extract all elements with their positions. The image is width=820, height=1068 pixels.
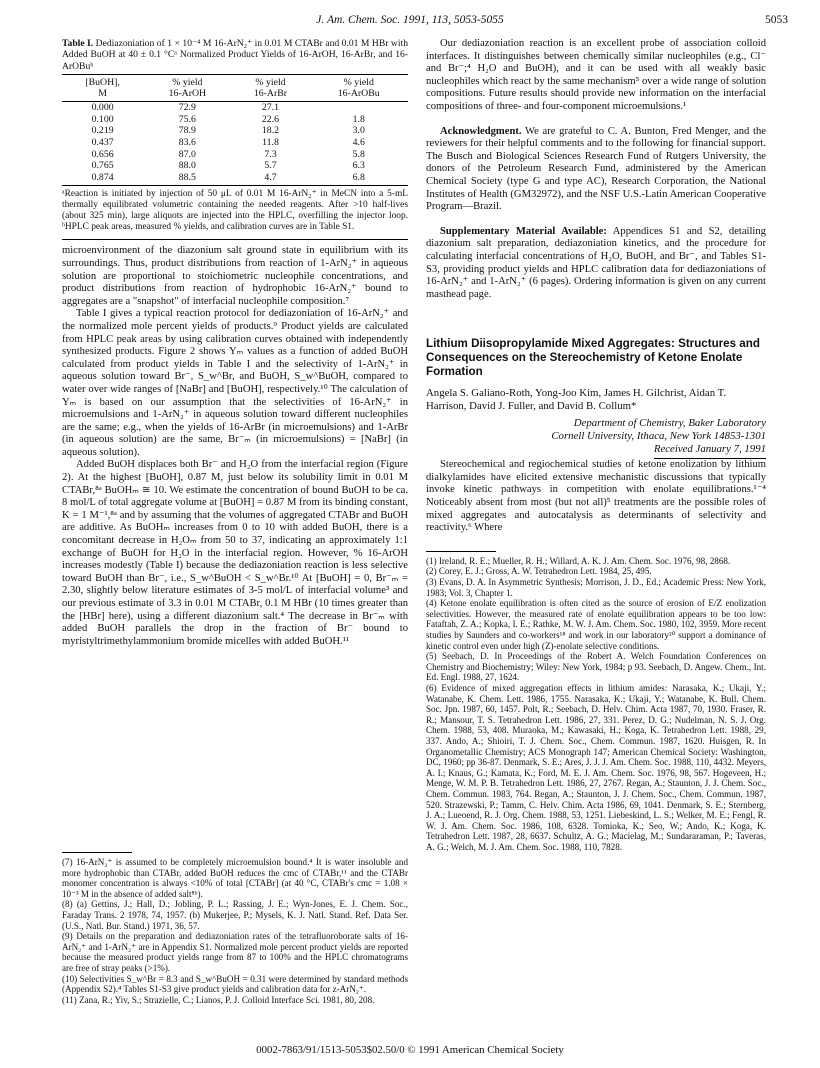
footnote: (9) Details on the preparation and dediazoniation rates of the tetrafluoroborate salts of 16-ArN₂⁺ and 1-ArN₂⁺ are in Appendix S1. Normalized mole percent product yields are reported because the measured product yields range from 87 to 100% and the HPLC chromatograms are free of stray peaks (>1%). xyxy=(62,931,408,973)
table-cell: 0.656 xyxy=(91,148,114,160)
table-header-cell: % yield xyxy=(143,75,231,89)
table-label: Table I. xyxy=(62,38,94,49)
table-separator-rule xyxy=(62,239,408,240)
footnote-rule xyxy=(426,551,496,552)
body-paragraph: Added BuOH displaces both Br⁻ and H₂O from the interfacial region (Figure 2). At the highest [BuOH], 0.87 M, just below its solubility limit in 0.01 M CTABr,⁸ᵃ BuOHₘ ≅ 10. We estimate the concentration of bound BuOH to be ca. 8 mol/L of total aggregate volume at [BuOH] = 0.87 M from its binding constant, K = 1 M⁻¹,⁸ᵃ and by assuming that the volumes of aggregated CTABr and BuOH are additive. As BuOHₘ increases from 0 to 10 with added BuOH, there is a concomitant decrease in H₂Oₘ from 50 to 37, indicating an approximately 1:1 exchange of BuOH for H₂O in the interfacial region. However, % 16-ArOH increases modestly (Table I) because the dediazoniation reaction is less selective toward BuOH than Br⁻, i.e., S_w^BuOH < S_w^Br.¹⁰ At [BuOH] = 0, Br⁻ₘ = 2.30, slightly below literature estimates of 3-5 mol/L of interfacial volume³ and our previous estimate of 3.3 in 0.01 M CTABr, 0.1 M HBr (10 times greater than the [HBr] here), using a different diazonium salt.⁴ The decrease in Br⁻ₘ with added BuOH parallels the drop in the fraction of Br⁻ bound to myristyltrimethylammonium bromide micelles with added BuOH.¹¹ xyxy=(62,459,408,647)
table-row xyxy=(62,149,408,161)
supplementary-heading: Supplementary Material Available: xyxy=(440,225,607,237)
table-cell: 0.874 xyxy=(62,172,143,186)
table-header-cell: [BuOH], xyxy=(62,75,143,89)
table-header-cell: 16-ArOBu xyxy=(309,88,408,102)
table-cell: 6.3 xyxy=(352,160,365,172)
table-cell: 87.0 xyxy=(178,148,196,160)
table-cell: 5.8 xyxy=(352,148,365,160)
table-cell: 4.6 xyxy=(352,137,365,148)
table-cell: 7.3 xyxy=(264,148,277,160)
table-cell: 0.437 xyxy=(91,137,114,148)
journal-citation xyxy=(0,14,820,26)
body-paragraph: microenvironment of the diazonium salt ground state in equilibrium with its surroundings. Thus, product distributions from reaction of 1-ArN₂⁺ in aqueous solution are proportional to stoichiometric nucleophile concentrations, and product distributions from reaction of hydrophobic 16-ArN₂⁺ bound to aggregates are a "snapshot" of interfacial nucleophile composition.⁷ xyxy=(62,245,408,307)
footnote: (4) Ketone enolate equilibration is often cited as the source of erosion of E/Z enolization selectivities. However, the measured rate of enolate equilibration appears to be too low: Fataftah, Z. A.; Kopka, I. E.; Rathke, M. W. J. Am. Chem. Soc. 1980, 102, 3959. More recent studies by Saunders and co-workers¹⁸ and work in our laboratory²⁰ support a dominance of kinetic control even under high (Z)-enolate selective conditions. xyxy=(426,598,766,651)
right-column xyxy=(426,38,766,852)
table-cell: 0.100 xyxy=(91,113,114,125)
table-row xyxy=(62,102,408,114)
article-authors: Angela S. Galiano-Roth, Yong-Joo Kim, James H. Gilchrist, Aidan T. Harrison, David J. Fuller, and David B. Collum* xyxy=(426,387,727,413)
footnote: (10) Selectivities S_w^Br = 8.3 and S_w^BuOH = 0.31 were determined by standard methods (Appendix S2).⁴ Tables S1-S3 give product yields and calibration data for z-ArN₂⁺. xyxy=(62,973,408,995)
acknowledgment xyxy=(426,126,766,214)
table-cell: 88.0 xyxy=(178,160,196,172)
supplementary-material xyxy=(426,226,766,302)
table-cell: 3.0 xyxy=(352,125,365,137)
left-footnotes xyxy=(62,852,408,1005)
table-cell: 83.6 xyxy=(178,137,196,148)
footnote: (7) 16-ArN₂⁺ is assumed to be completely microemulsion bound.⁴ It is water insoluble and more hydrophobic than CTABr, added BuOH reduces the cmc of CTABr,¹¹ and the CTABr monomer concentration is always <10% of total [CTABr] (at 40 °C, CTABr's cmc = 1.08 × 10⁻³ M in the absence of added salt⁸ᵇ). xyxy=(62,857,408,899)
body-paragraph: Table I gives a typical reaction protocol for dediazoniation of 16-ArN₂⁺ and the normalized mole percent yields of products.⁹ Product yields are calculated from HPLC peak areas by using calibration curves obtained with independently synthesized products. Figure 2 shows Yₘ values as a function of added BuOH calculated from product yields in Table I and the selectivity of 1-ArN₂⁺ in aqueous solution toward Br⁻, S_w^Br, and BuOH, S_w^BuOH, compared to water over wide ranges of [NaBr] and [BuOH], respectively.¹⁰ The calculation of Yₘ is based on our assumption that the selectivities of 16-ArN₂⁺ in microemulsions and 1-ArN₂⁺ in aqueous solution toward different nucleophiles are the same; e.g., when the yields of 16-ArBr (in microemulsions) and 1-ArBr (in aqueous solution) are the same, Br⁻ₘ (in microemulsions) = [NaBr] (in aqueous solution). xyxy=(62,308,408,458)
table-cell: 18.2 xyxy=(261,125,280,137)
table-row xyxy=(62,125,408,137)
table-cell: 27.1 xyxy=(261,102,280,114)
footnote: (6) Evidence of mixed aggregation effects in lithium amides: Narasaka, K.; Ukaji, Y.; Watanabe, K. Chem. Lett. 1986, 1755. Narasaka, K.; Ukaji, Y.; Watanabe, K. Bull. Chem. Soc. Jpn. 1987, 60, 1457. Polt, R.; Seebach, D. Helv. Chim. Acta 1987, 70, 1930. Fraser, R. R.; Mansour, T. S. Tetrahedron Lett. 1986, 27, 331. Perez, D. G.; Nudelman, N. S. J. Org. Chem. 1988, 53, 408. Muraoka, M.; Kawasaki, H.; Koga, K. Tetrahedron Lett. 1988, 29, 337. Ando, A.; Shioiri, T. J. Chem. Soc., Chem. Commun. 1987, 1620. Huisgen, R. In Organometallic Chemistry; ACS Monograph 147; American Chemical Society: Washington, DC, 1960; pp 36-87. Denmark, S. E.; Ares, J. J. J. Am. Chem. Soc. 1988, 110, 4432. Meyers, A. I.; Knaus, G.; Kamata, K.; Ford, M. E. J. Am. Chem. Soc. 1976, 98, 567. Hogeveen, H.; Menge, W. M. P. B. Tetrahedron Lett. 1986, 27, 2767. Regan, A.; Staunton, J. J. Chem. Soc., Chem. Commun. 1983, 764. Regan, A.; Staunton, J. J. Chem. Soc., Chem. Commun. 1987, 520. Strazewski, P.; Tamm, C. Helv. Chim. Acta 1986, 69, 1041. Denmark, S. E.; Sternberg, J. A.; Lueoend, R. J. Org. Chem. 1988, 53, 1251. Liebeskind, L. S.; Welker, M. E.; Fengl, R. W. J. Am. Chem. Soc. 1986, 108, 6328. Tomioka, K.; Seo, W.; Ando, K.; Koga, K. Tetrahedron Lett. 1987, 28, 6637. Schultz, A. G.; Macielag, M.; Sundararaman, P.; Taveras, A. G.; Welch, M. J. Am. Chem. Soc. 1988, 110, 7828. xyxy=(426,682,766,852)
footnote: (2) Corey, E. J.; Gross, A. W. Tetrahedron Lett. 1984, 25, 495. xyxy=(426,566,652,577)
table-row xyxy=(62,172,408,186)
table-caption xyxy=(62,38,408,72)
table-cell: 4.7 xyxy=(231,172,309,186)
footnote: (1) Ireland, R. E.; Mueller, R. H.; Willard, A. K. J. Am. Chem. Soc. 1976, 98, 2868. xyxy=(426,555,731,566)
journal-name: J. Am. Chem. Soc. xyxy=(316,14,401,26)
table-cell: 72.9 xyxy=(178,102,196,114)
copyright-footer: 0002-7863/91/1513-5053$02.50/0 © 1991 American Chemical Society xyxy=(256,1044,564,1056)
table-header-row xyxy=(62,75,408,89)
article-title: Lithium Diisopropylamide Mixed Aggregates: Structures and Consequences on the Stereochemistry of Ketone Enolate Formation xyxy=(426,337,760,379)
affiliation-department: Department of Chemistry, Baker Laboratory xyxy=(573,417,766,430)
table-header-cell: M xyxy=(62,88,143,102)
left-column xyxy=(62,38,408,648)
table-cell: 0.765 xyxy=(91,160,114,172)
received-date: Received January 7, 1991 xyxy=(654,443,766,459)
table-cell: 22.6 xyxy=(261,113,280,125)
acknowledgment-heading: Acknowledgment. xyxy=(440,125,522,137)
table-cell: 88.5 xyxy=(143,172,231,186)
footnote: (3) Evans, D. A. In Asymmetric Synthesis; Morrison, J. D., Ed.; Academic Press: New York, 1983; Vol. 3, Chapter 1. xyxy=(426,577,766,598)
table-row xyxy=(62,160,408,172)
table-header-row xyxy=(62,88,408,102)
footnote: (8) (a) Gettins, J.; Hall, D.; Jobling, P. L.; Rassing, J. E.; Wyn-Jones, E. J. Chem. Soc., Faraday Trans. 2 1978, 74, 1957. (b) Mukerjee, P.; Mysels, K. J. Natl. Stand. Ref. Data Ser. (U.S., Natl. Bur. Stand.) 1971, 36, 57. xyxy=(62,899,408,931)
table-cell: 78.9 xyxy=(178,125,196,137)
footnote: (11) Zana, R.; Yiv, S.; Strazielle, C.; Lianos, P. J. Colloid Interface Sci. 1981, 80, 208. xyxy=(62,994,375,1005)
table-row xyxy=(62,137,408,149)
table-footnote: ᵃReaction is initiated by injection of 50 μL of 0.01 M 16-ArN₂⁺ in MeCN into a 5-mL thermally equilibrated volumetric containing the needed reagents. After >10 half-lives (about 325 min), large aliquots are injected into the HPLC, overfilling the injector loop. ᵇHPLC peak areas, measured % yields, and calibration curves are in Table S1. xyxy=(62,189,408,233)
running-head xyxy=(0,14,820,32)
table-header-cell: 16-ArOH xyxy=(143,88,231,102)
acknowledgment-text: We are grateful to C. A. Bunton, Fred Menger, and the reviewers for their helpful comments and to the following for financial support. The Busch and Biological Sciences Research Fund of Rutgers University, the donors of the Petroleum Research Fund, administered by the American Chemical Society (type G and type AC), Research Corporation, the National Institutes of Health (GM32972), and the NSF U.S.-Latin American Cooperative Program—Brazil. xyxy=(426,125,766,213)
yields-table xyxy=(62,74,408,186)
article-body: Stereochemical and regiochemical studies of ketone enolization by lithium dialkylamides have elicited extensive mechanistic discussions that typically invoke kinetic pathways in competition with enolate equilibrations.¹⁻⁴ Noticeably absent from most (but not all)⁵ treatments are the possible roles of mixed aggregates and autocatalysis as determinants of selectivity and reactivity.⁶ Where xyxy=(426,459,766,534)
table-caption-text: Dediazoniation of 1 × 10⁻⁴ M 16-ArN₂⁺ in 0.01 M CTABr and 0.01 M HBr with Added BuOH at 40 ± 0.1 °Cᵃ Normalized Product Yields of 16-ArOH, 16-ArBr, and 16-ArOBuᵇ xyxy=(62,38,408,72)
table-row xyxy=(62,114,408,126)
journal-volume-pages: 1991, 113, 5053-5055 xyxy=(402,14,504,26)
table-cell: 6.8 xyxy=(309,172,408,186)
page-number: 5053 xyxy=(765,14,788,26)
table-header-cell: 16-ArBr xyxy=(231,88,309,102)
affiliation-institution: Cornell University, Ithaca, New York 14853-1301 xyxy=(551,430,766,443)
table-cell: 0.219 xyxy=(91,125,114,137)
supplementary-text: Appendices S1 and S2, detailing diazonium salt preparation, dediazoniation kinetics, and the procedure for calculating interfacial concentrations of H₂O, BuOH, and Br⁻, and Tables S1-S3, providing product yields and HPLC calibration data for dediazoniations of 16-ArN₂⁺ and 1-ArN₂⁺ (6 pages). Ordering information is given on any current masthead page. xyxy=(426,225,766,300)
table-cell: 5.7 xyxy=(264,160,277,172)
footnote-rule xyxy=(62,852,132,853)
footnote: (5) Seebach, D. In Proceedings of the Robert A. Welch Foundation Conferences on Chemistry and Biochemistry; Wiley: New York, 1984; p 93. Seebach, D. Angew. Chem., Int. Ed. Engl. 1988, 27, 1624. xyxy=(426,651,766,683)
table-cell: 0.000 xyxy=(91,102,114,114)
table-cell xyxy=(309,102,408,114)
table-header-cell: % yield xyxy=(231,75,309,89)
table-cell: 75.6 xyxy=(178,113,196,125)
table-header-cell: % yield xyxy=(309,75,408,89)
table-cell: 11.8 xyxy=(262,137,279,148)
body-paragraph: Our dediazoniation reaction is an excellent probe of association colloid interfaces. It distinguishes between chemically similar nucleophiles (e.g., Cl⁻ and Br⁻;⁴ H₂O and BuOH), and it can be used with all weakly basic nucleophiles which react by the same mechanism⁵ over a wide range of solution compositions. Future results should provide new information on the interfacial compositions of three- and four-component microemulsions.¹ xyxy=(426,38,766,112)
table-cell: 1.8 xyxy=(352,113,365,125)
right-footnotes xyxy=(426,551,766,853)
